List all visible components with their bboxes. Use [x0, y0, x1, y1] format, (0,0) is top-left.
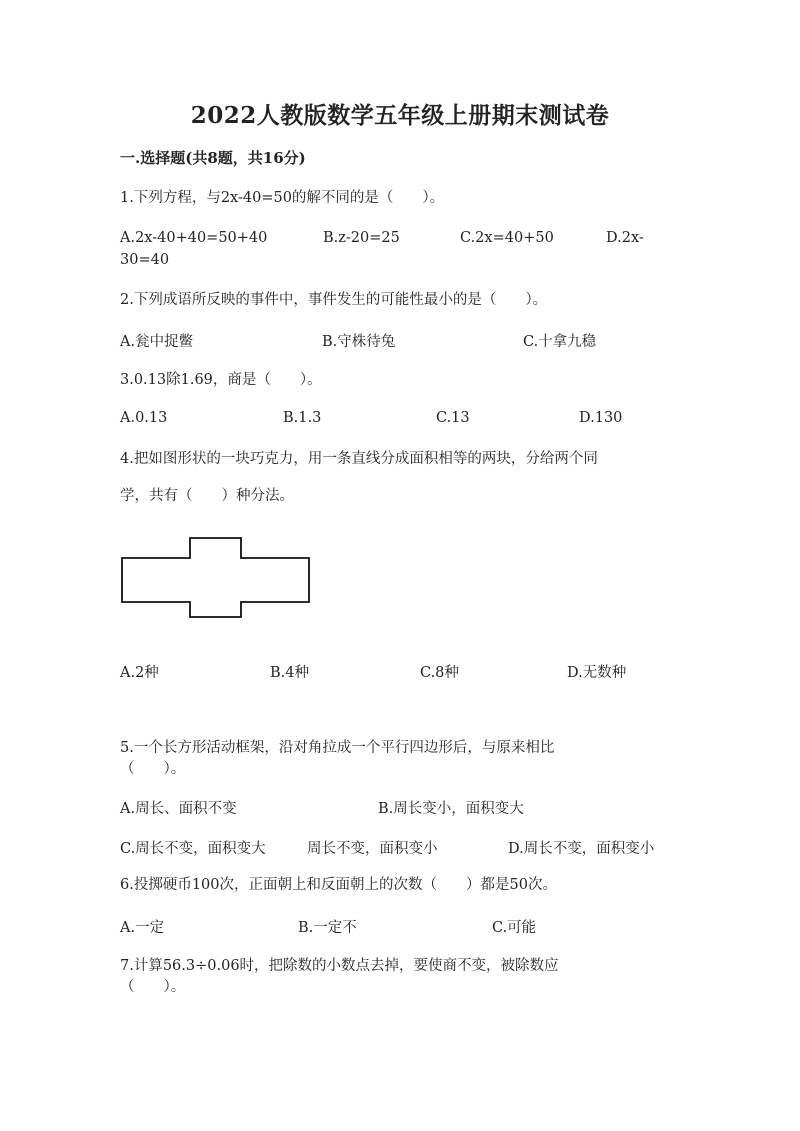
question-2-option-a: A.瓮中捉鳖: [120, 334, 194, 350]
question-5-option-a: A.周长、面积不变: [120, 801, 237, 817]
question-3-option-d: D.130: [579, 410, 623, 426]
question-5-option-unlabeled: 周长不变，面积变小: [307, 841, 438, 857]
question-3-option-a: A.0.13: [120, 410, 168, 426]
question-1-option-c: C.2x=40+50: [460, 230, 554, 246]
question-4-stem-line-2: 学，共有（ ）种分法。: [120, 488, 294, 504]
question-1-option-d: D.2x-: [606, 230, 644, 246]
question-4-option-b: B.4种: [270, 665, 309, 681]
question-2-option-b: B.守株待兔: [322, 334, 396, 350]
question-6-option-c: C.可能: [492, 920, 537, 936]
question-3-option-c: C.13: [436, 410, 470, 426]
question-1-option-d-continued: 30=40: [120, 252, 170, 268]
question-5-stem-line-1: 5.一个长方形活动框架，沿对角拉成一个平行四边形后，与原来相比: [120, 740, 555, 756]
exam-title: 2022人教版数学五年级上册期末测试卷: [190, 102, 610, 129]
question-5-stem-line-2: （ ）。: [120, 761, 186, 777]
question-7-stem-line-1: 7.计算56.3÷0.06时，把除数的小数点去掉，要使商不变，被除数应: [120, 958, 559, 974]
question-3-option-b: B.1.3: [283, 410, 322, 426]
question-4-option-c: C.8种: [420, 665, 459, 681]
question-1-option-b: B.z-20=25: [323, 230, 400, 246]
question-5-option-c: C.周长不变，面积变大: [120, 841, 266, 857]
question-6-option-b: B.一定不: [298, 920, 357, 936]
question-6-option-a: A.一定: [120, 920, 165, 936]
question-1-option-a: A.2x-40+40=50+40: [120, 230, 268, 246]
question-4-stem-line-1: 4.把如图形状的一块巧克力，用一条直线分成面积相等的两块，分给两个同: [120, 451, 598, 467]
section-heading: 一.选择题(共8题，共16分): [120, 149, 306, 167]
question-6-stem: 6.投掷硬币100次，正面朝上和反面朝上的次数（ ）都是50次。: [120, 877, 557, 893]
question-1-stem: 1.下列方程，与2x-40=50的解不同的是（ ）。: [120, 190, 445, 206]
question-2-option-c: C.十拿九稳: [523, 334, 597, 350]
cross-shape-outline: [122, 538, 309, 617]
question-5-option-d: D.周长不变，面积变小: [508, 841, 655, 857]
chocolate-cross-shape: [118, 534, 314, 620]
question-3-stem: 3.0.13除1.69，商是（ ）。: [120, 372, 322, 388]
question-4-option-d: D.无数种: [567, 665, 627, 681]
question-5-option-b: B.周长变小，面积变大: [378, 801, 524, 817]
question-2-stem: 2.下列成语所反映的事件中，事件发生的可能性最小的是（ ）。: [120, 292, 548, 308]
question-4-option-a: A.2种: [120, 665, 159, 681]
question-7-stem-line-2: （ ）。: [120, 979, 186, 995]
